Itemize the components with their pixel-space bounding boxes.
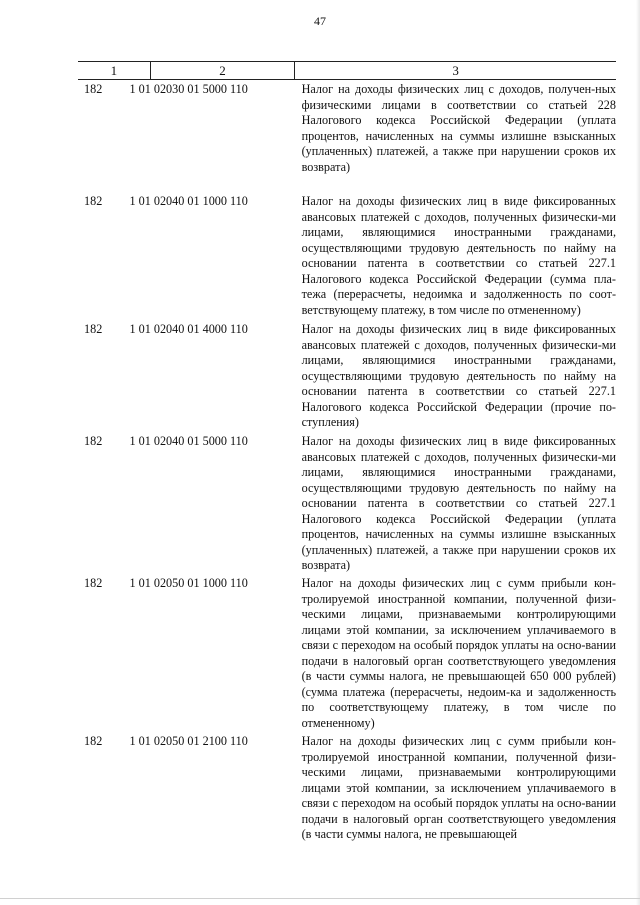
description-cell: Налог на доходы физических лиц с сумм прибыли кон-тролируемой иностранной компании, полученной физи-ческими лицами, признаваемыми контролирующими лицами этой компании, за исключением уплачиваемого в связи с переходом на особый порядок уплаты на осно-вании подачи в налоговый орган соответствующего уведомления (в части суммы налога, не превышающей 650 000 рублей) (сумма платежа (перерасчеты, недоим-ка и задолженность по соответствующему платежу, в том числе по отмененному) (301, 576, 616, 730)
column-header-3: 3 (452, 63, 459, 78)
budget-code-cell: 1 01 02050 01 2100 110 (129, 734, 248, 748)
admin-code-cell: 182 (84, 734, 103, 748)
table-row (78, 732, 616, 852)
column-header-1: 1 (78, 62, 151, 79)
admin-code-cell: 182 (84, 322, 103, 336)
table-row (78, 432, 616, 574)
budget-code-cell: 1 01 02050 01 1000 110 (129, 576, 248, 590)
budget-code-cell: 1 01 02040 01 4000 110 (129, 322, 248, 336)
table-row (78, 192, 616, 320)
admin-code-cell: 182 (84, 576, 103, 590)
scan-bottom-line (0, 898, 640, 899)
description-cell: Налог на доходы физических лиц в виде фиксированных авансовых платежей с доходов, полученных физически-ми лицами, являющимися иностранными гражданами, осуществляющими трудовую деятельность по найму на основании патента в соответствии со статьей 227.1 Налогового кодекса Российской Федерации (прочие по-ступления) (301, 322, 616, 429)
admin-code-cell: 182 (84, 434, 103, 448)
page-number: 47 (314, 14, 326, 28)
budget-code-cell: 1 01 02040 01 5000 110 (129, 434, 248, 448)
description-cell: Налог на доходы физических лиц в виде фиксированных авансовых платежей с доходов, полученных физически-ми лицами, являющимися иностранными гражданами, осуществляющими трудовую деятельность по найму на основании патента в соответствии со статьей 227.1 Налогового кодекса Российской Федерации (уплата процентов, начисленных на суммы излишне взысканных (уплаченных) платежей, а также при нарушении сроков их возврата) (301, 434, 616, 572)
column-header-2: 2 (151, 62, 295, 79)
scan-edge-shadow (636, 0, 640, 905)
description-cell: Налог на доходы физических лиц с доходов, получен-ных физическими лицами в соответствии со статьей 228 Налогового кодекса Российской Федерации (уплата процентов, начисленных на суммы излишне взысканных (уплаченных) платежей, а также при нарушении сроков их возврата) (301, 82, 616, 174)
table-row (78, 320, 616, 432)
table-row (78, 574, 616, 732)
budget-code-cell: 1 01 02030 01 5000 110 (129, 82, 248, 96)
admin-code-cell: 182 (84, 194, 103, 208)
budget-code-cell: 1 01 02040 01 1000 110 (129, 194, 248, 208)
description-cell: Налог на доходы физических лиц с сумм прибыли кон-тролируемой иностранной компании, полученной физи-ческими лицами, признаваемыми контролирующими лицами этой компании, за исключением уплачиваемого в связи с переходом на особый порядок уплаты на осно-вании подачи в налоговый орган соответствующего уведомления (в части суммы налога, не превышающей (301, 734, 616, 841)
income-codes-table (78, 61, 616, 852)
table-header-row (78, 61, 616, 80)
description-cell: Налог на доходы физических лиц в виде фиксированных авансовых платежей с доходов, полученных физически-ми лицами, являющимися иностранными гражданами, осуществляющими трудовую деятельность по найму на основании патента в соответствии со статьей 227.1 Налогового кодекса Российской Федерации (сумма пла-тежа (перерасчеты, недоимка и задолженность по соот-ветствующему платежу, в том числе по отмененному) (301, 194, 616, 317)
table-row (78, 80, 616, 192)
admin-code-cell: 182 (84, 82, 103, 96)
